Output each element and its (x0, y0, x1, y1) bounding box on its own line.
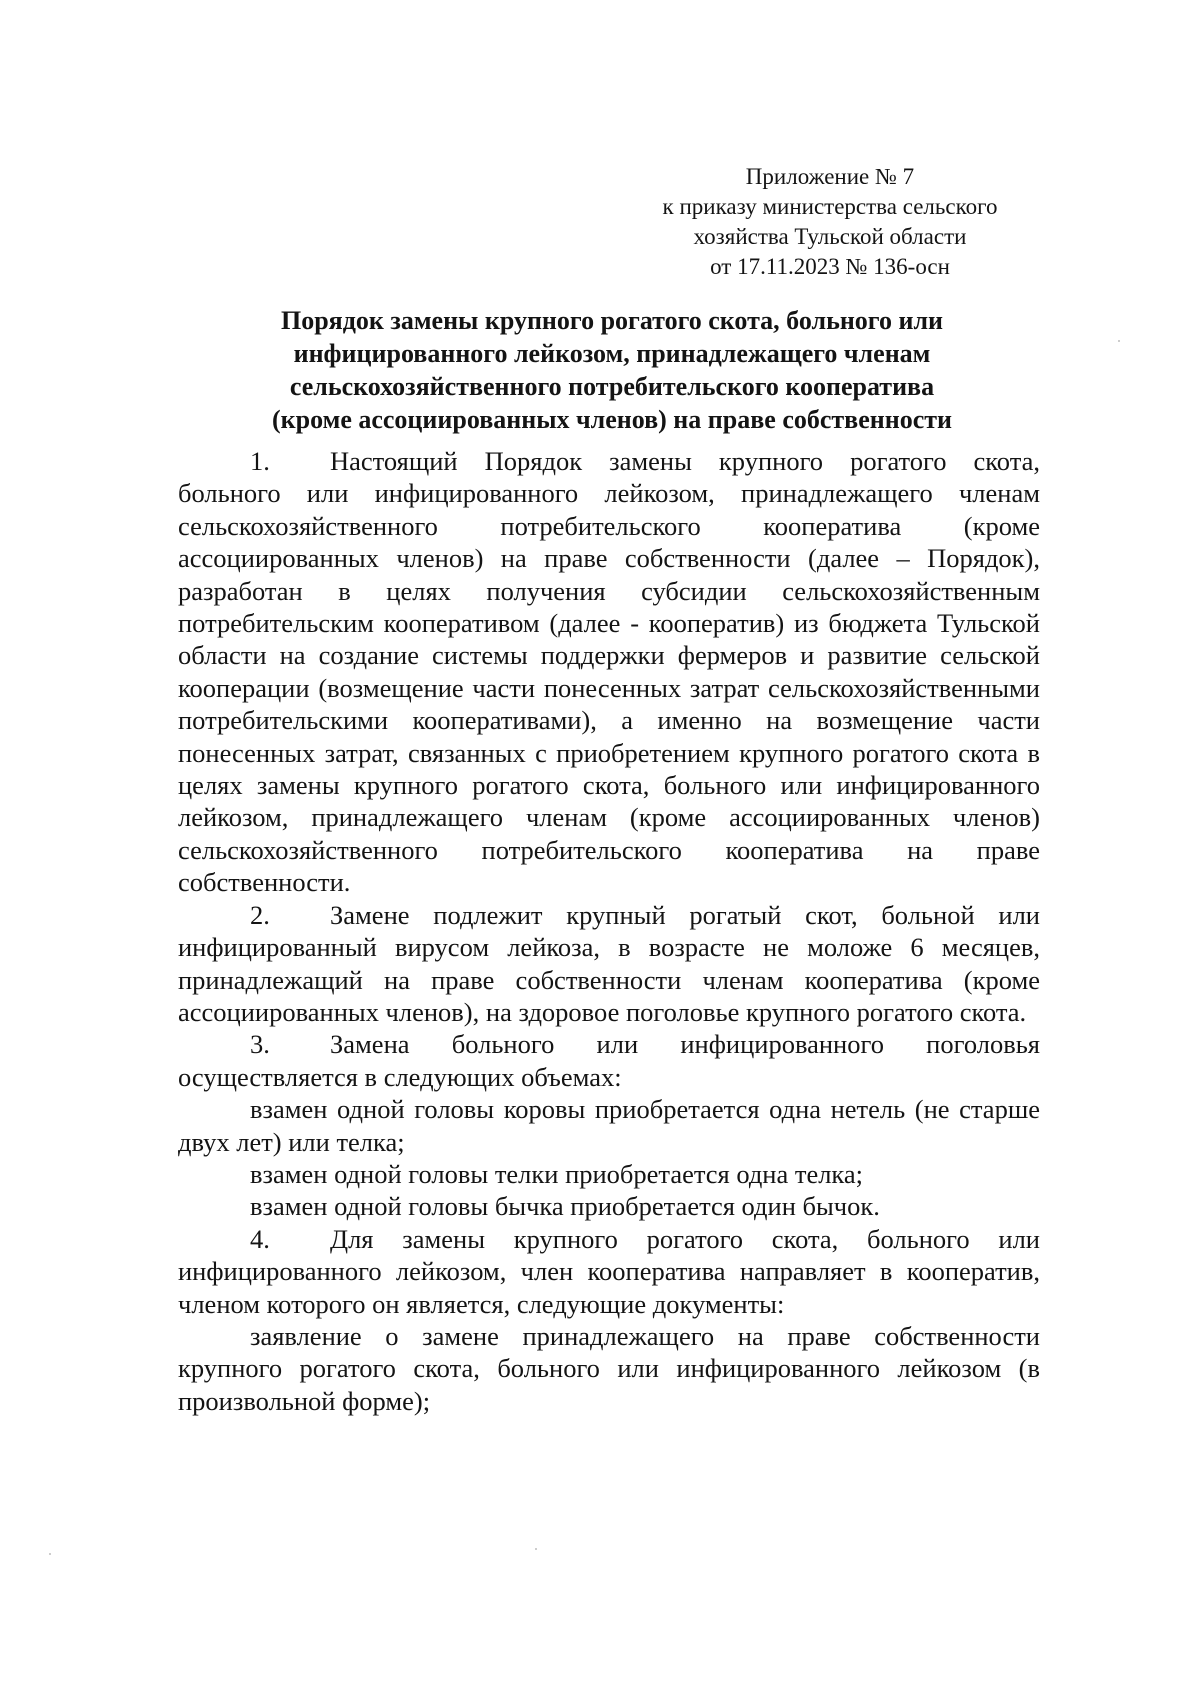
clause-3 (178, 1028, 1040, 1093)
appendix-header (620, 162, 1040, 282)
appendix-number: Приложение № 7 (745, 164, 915, 189)
clause-1 (178, 445, 1040, 899)
title-line: Порядок замены крупного рогатого скота, больного или (280, 306, 944, 335)
document-title (185, 304, 1039, 436)
clause-3-item-heifer: взамен одной головы телки приобретается одна телка; (250, 1158, 864, 1189)
scan-speck (1118, 340, 1120, 342)
clause-number: 4. (250, 1223, 270, 1254)
clause-text: Замене подлежит крупный рогатый скот, больной или инфицированный вирусом лейкоза, в возрасте не моложе 6 месяцев, принадлежащий на праве собственности членам кооператива (кроме ассоциированных членов), на здоровое поголовье крупного рогатого скота. (178, 899, 1040, 1027)
clause-3-item-bull: взамен одной головы бычка приобретается один бычок. (250, 1191, 880, 1222)
appendix-date: от 17.11.2023 № 136-осн (710, 254, 950, 279)
document-body (178, 445, 1040, 1417)
clause-4-item-application: заявление о замене принадлежащего на праве собственности крупного рогатого скота, больного или инфицированного лейкозом (в произвольной форме); (178, 1320, 1040, 1416)
clause-text: Настоящий Порядок замены крупного рогатого скота, больного или инфицированного лейкозом, принадлежащего членам сельскохозяйственного потребительского кооператива (кроме ассоциированных членов) на праве собственности (далее – Порядок), разработан в целях получения субсидии сельскохозяйственным потребительским кооперативом (далее - кооператив) из бюджета Тульской области на создание системы поддержки фермеров и развитие сельской кооперации (возмещение части понесенных затрат сельскохозяйственными потребительскими кооперативами), а именно на возмещение части понесенных затрат, связанных с приобретением крупного рогатого скота в целях замены крупного рогатого скота, больного или инфицированного лейкозом, принадлежащего членам (кроме ассоциированных членов) сельскохозяйственного потребительского кооператива на праве собственности. (178, 446, 1040, 898)
clause-2 (178, 899, 1040, 1029)
clause-number: 1. (250, 446, 270, 476)
title-line: инфицированного лейкозом, принадлежащего членам (293, 339, 931, 368)
appendix-authority: хозяйства Тульской области (693, 224, 967, 249)
title-line: сельскохозяйственного потребительского кооператива (289, 372, 935, 401)
clause-4 (178, 1223, 1040, 1320)
clause-number: 2. (250, 899, 270, 930)
clause-text: Замена больного или инфицированного поголовья осуществляется в следующих объемах: (178, 1029, 1040, 1092)
title-line: (кроме ассоциированных членов) на праве собственности (272, 405, 952, 434)
scan-speck (49, 1553, 51, 1555)
clause-3-item-cow: взамен одной головы коровы приобретается одна нетель (не старше двух лет) или телка; (178, 1094, 1040, 1157)
clause-number: 3. (250, 1029, 270, 1060)
scan-speck (535, 1548, 537, 1550)
appendix-order-ref: к приказу министерства сельского (662, 194, 998, 219)
clause-text: Для замены крупного рогатого скота, больного или инфицированного лейкозом, член кооператива направляет в кооператив, членом которого он является, следующие документы: (178, 1223, 1040, 1319)
